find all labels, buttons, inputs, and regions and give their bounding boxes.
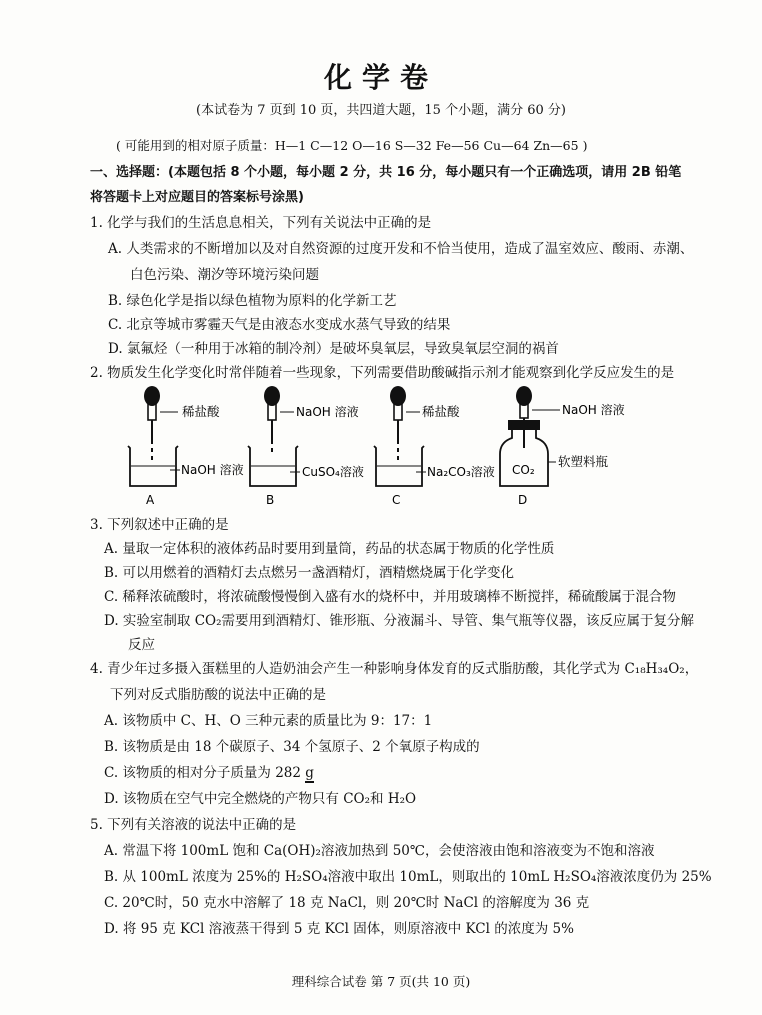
fig-d-side-label: 软塑料瓶 bbox=[558, 454, 609, 469]
page-footer: 理科综合试卷 第 7 页(共 10 页) bbox=[291, 974, 471, 989]
q4-stem-cont: 下列对反式脂肪酸的说法中正确的是 bbox=[110, 687, 326, 703]
fig-a-bottom-label: NaOH 溶液 bbox=[181, 463, 244, 477]
q4-option-c-unit: g bbox=[305, 765, 314, 781]
q2-apparatus-figure bbox=[100, 382, 660, 510]
fig-d-letter: D bbox=[518, 493, 528, 507]
q4-option-b: B. 该物质是由 18 个碳原子、34 个氢原子、2 个氧原子构成的 bbox=[104, 739, 480, 755]
q4-stem: 4. 青少年过多摄入蛋糕里的人造奶油会产生一种影响身体发育的反式脂肪酸，其化学式为 C₁₈H₃₄O₂， bbox=[90, 661, 699, 677]
q5-option-d: D. 将 95 克 KCl 溶液蒸干得到 5 克 KCl 固体，则原溶液中 KCl 的浓度为 5% bbox=[104, 921, 574, 937]
q5-option-b: B. 从 100mL 浓度为 25%的 H₂SO₄溶液中取出 10mL，则取出的 10mL H₂SO₄溶液浓度仍为 25% bbox=[104, 869, 712, 885]
q3-option-c: C. 稀释浓硫酸时，将浓硫酸慢慢倒入盛有水的烧杯中，并用玻璃棒不断搅拌，稀硫酸属于混合物 bbox=[104, 589, 676, 605]
q4-option-c bbox=[104, 764, 314, 782]
fig-a-letter: A bbox=[146, 493, 155, 507]
fig-b-letter: B bbox=[266, 493, 275, 507]
fig-b-bottom-label: CuSO₄溶液 bbox=[302, 465, 364, 479]
atomic-mass-note: ( 可能用到的相对原子质量：H—1 C—12 O—16 S—32 Fe—56 Cu—64 Zn—65 ) bbox=[116, 138, 588, 153]
section1-heading-cont: 将答题卡上对应题目的答案标号涂黑) bbox=[90, 190, 304, 205]
figure-b bbox=[248, 386, 364, 507]
q1-option-a-cont: 白色污染、潮汐等环境污染问题 bbox=[130, 267, 319, 283]
figure-d bbox=[500, 386, 625, 507]
q3-stem: 3. 下列叙述中正确的是 bbox=[90, 517, 229, 533]
q4-option-a: A. 该物质中 C、H、O 三种元素的质量比为 9：17：1 bbox=[104, 713, 433, 729]
figure-c bbox=[374, 386, 495, 507]
figure-a bbox=[128, 386, 244, 507]
section1-heading: 一、选择题：(本题包括 8 个小题，每小题 2 分，共 16 分，每小题只有一个正确选项，请用 2B 铅笔 bbox=[90, 165, 682, 180]
page-title: 化学卷 bbox=[323, 61, 438, 94]
fig-c-top-label: 稀盐酸 bbox=[422, 404, 460, 419]
q4-option-c-text: C. 该物质的相对分子质量为 282 bbox=[104, 765, 306, 781]
q3-option-b: B. 可以用燃着的酒精灯去点燃另一盏酒精灯，酒精燃烧属于化学变化 bbox=[104, 565, 515, 581]
fig-a-top-label: 稀盐酸 bbox=[182, 404, 220, 419]
q1-option-b: B. 绿色化学是指以绿色植物为原料的化学新工艺 bbox=[108, 293, 397, 309]
fig-d-top-label: NaOH 溶液 bbox=[562, 403, 625, 417]
q1-option-d: D. 氯氟烃（一种用于冰箱的制冷剂）是破坏臭氧层，导致臭氧层空洞的祸首 bbox=[108, 341, 559, 357]
fig-b-top-label: NaOH 溶液 bbox=[296, 405, 359, 419]
exam-info: (本试卷为 7 页到 10 页，共四道大题，15 个小题，满分 60 分) bbox=[196, 103, 566, 118]
fig-c-letter: C bbox=[392, 493, 401, 507]
fig-d-inner-label: CO₂ bbox=[512, 463, 535, 477]
fig-c-bottom-label: Na₂CO₃溶液 bbox=[427, 465, 495, 479]
q3-option-d: D. 实验室制取 CO₂需要用到酒精灯、锥形瓶、分液漏斗、导管、集气瓶等仪器，该反应属于复分解 bbox=[104, 613, 695, 629]
q5-option-a: A. 常温下将 100mL 饱和 Ca(OH)₂溶液加热到 50℃，会使溶液由饱和溶液变为不饱和溶液 bbox=[104, 843, 655, 859]
q4-option-d: D. 该物质在空气中完全燃烧的产物只有 CO₂和 H₂O bbox=[104, 791, 417, 807]
q1-option-c: C. 北京等城市雾霾天气是由液态水变成水蒸气导致的结果 bbox=[108, 317, 451, 333]
q5-option-c: C. 20℃时，50 克水中溶解了 18 克 NaCl，则 20℃时 NaCl 的溶解度为 36 克 bbox=[104, 895, 590, 911]
q3-option-d-cont: 反应 bbox=[128, 637, 155, 653]
q2-stem: 2. 物质发生化学变化时常伴随着一些现象，下列需要借助酸碱指示剂才能观察到化学反应发生的是 bbox=[90, 365, 675, 381]
q1-stem: 1. 化学与我们的生活息息相关，下列有关说法中正确的是 bbox=[90, 215, 432, 231]
q5-stem: 5. 下列有关溶液的说法中正确的是 bbox=[90, 817, 297, 833]
q1-option-a: A. 人类需求的不断增加以及对自然资源的过度开发和不恰当使用，造成了温室效应、酸雨、赤潮、 bbox=[108, 241, 694, 257]
q3-option-a: A. 量取一定体积的液体药品时要用到量筒，药品的状态属于物质的化学性质 bbox=[104, 541, 555, 557]
